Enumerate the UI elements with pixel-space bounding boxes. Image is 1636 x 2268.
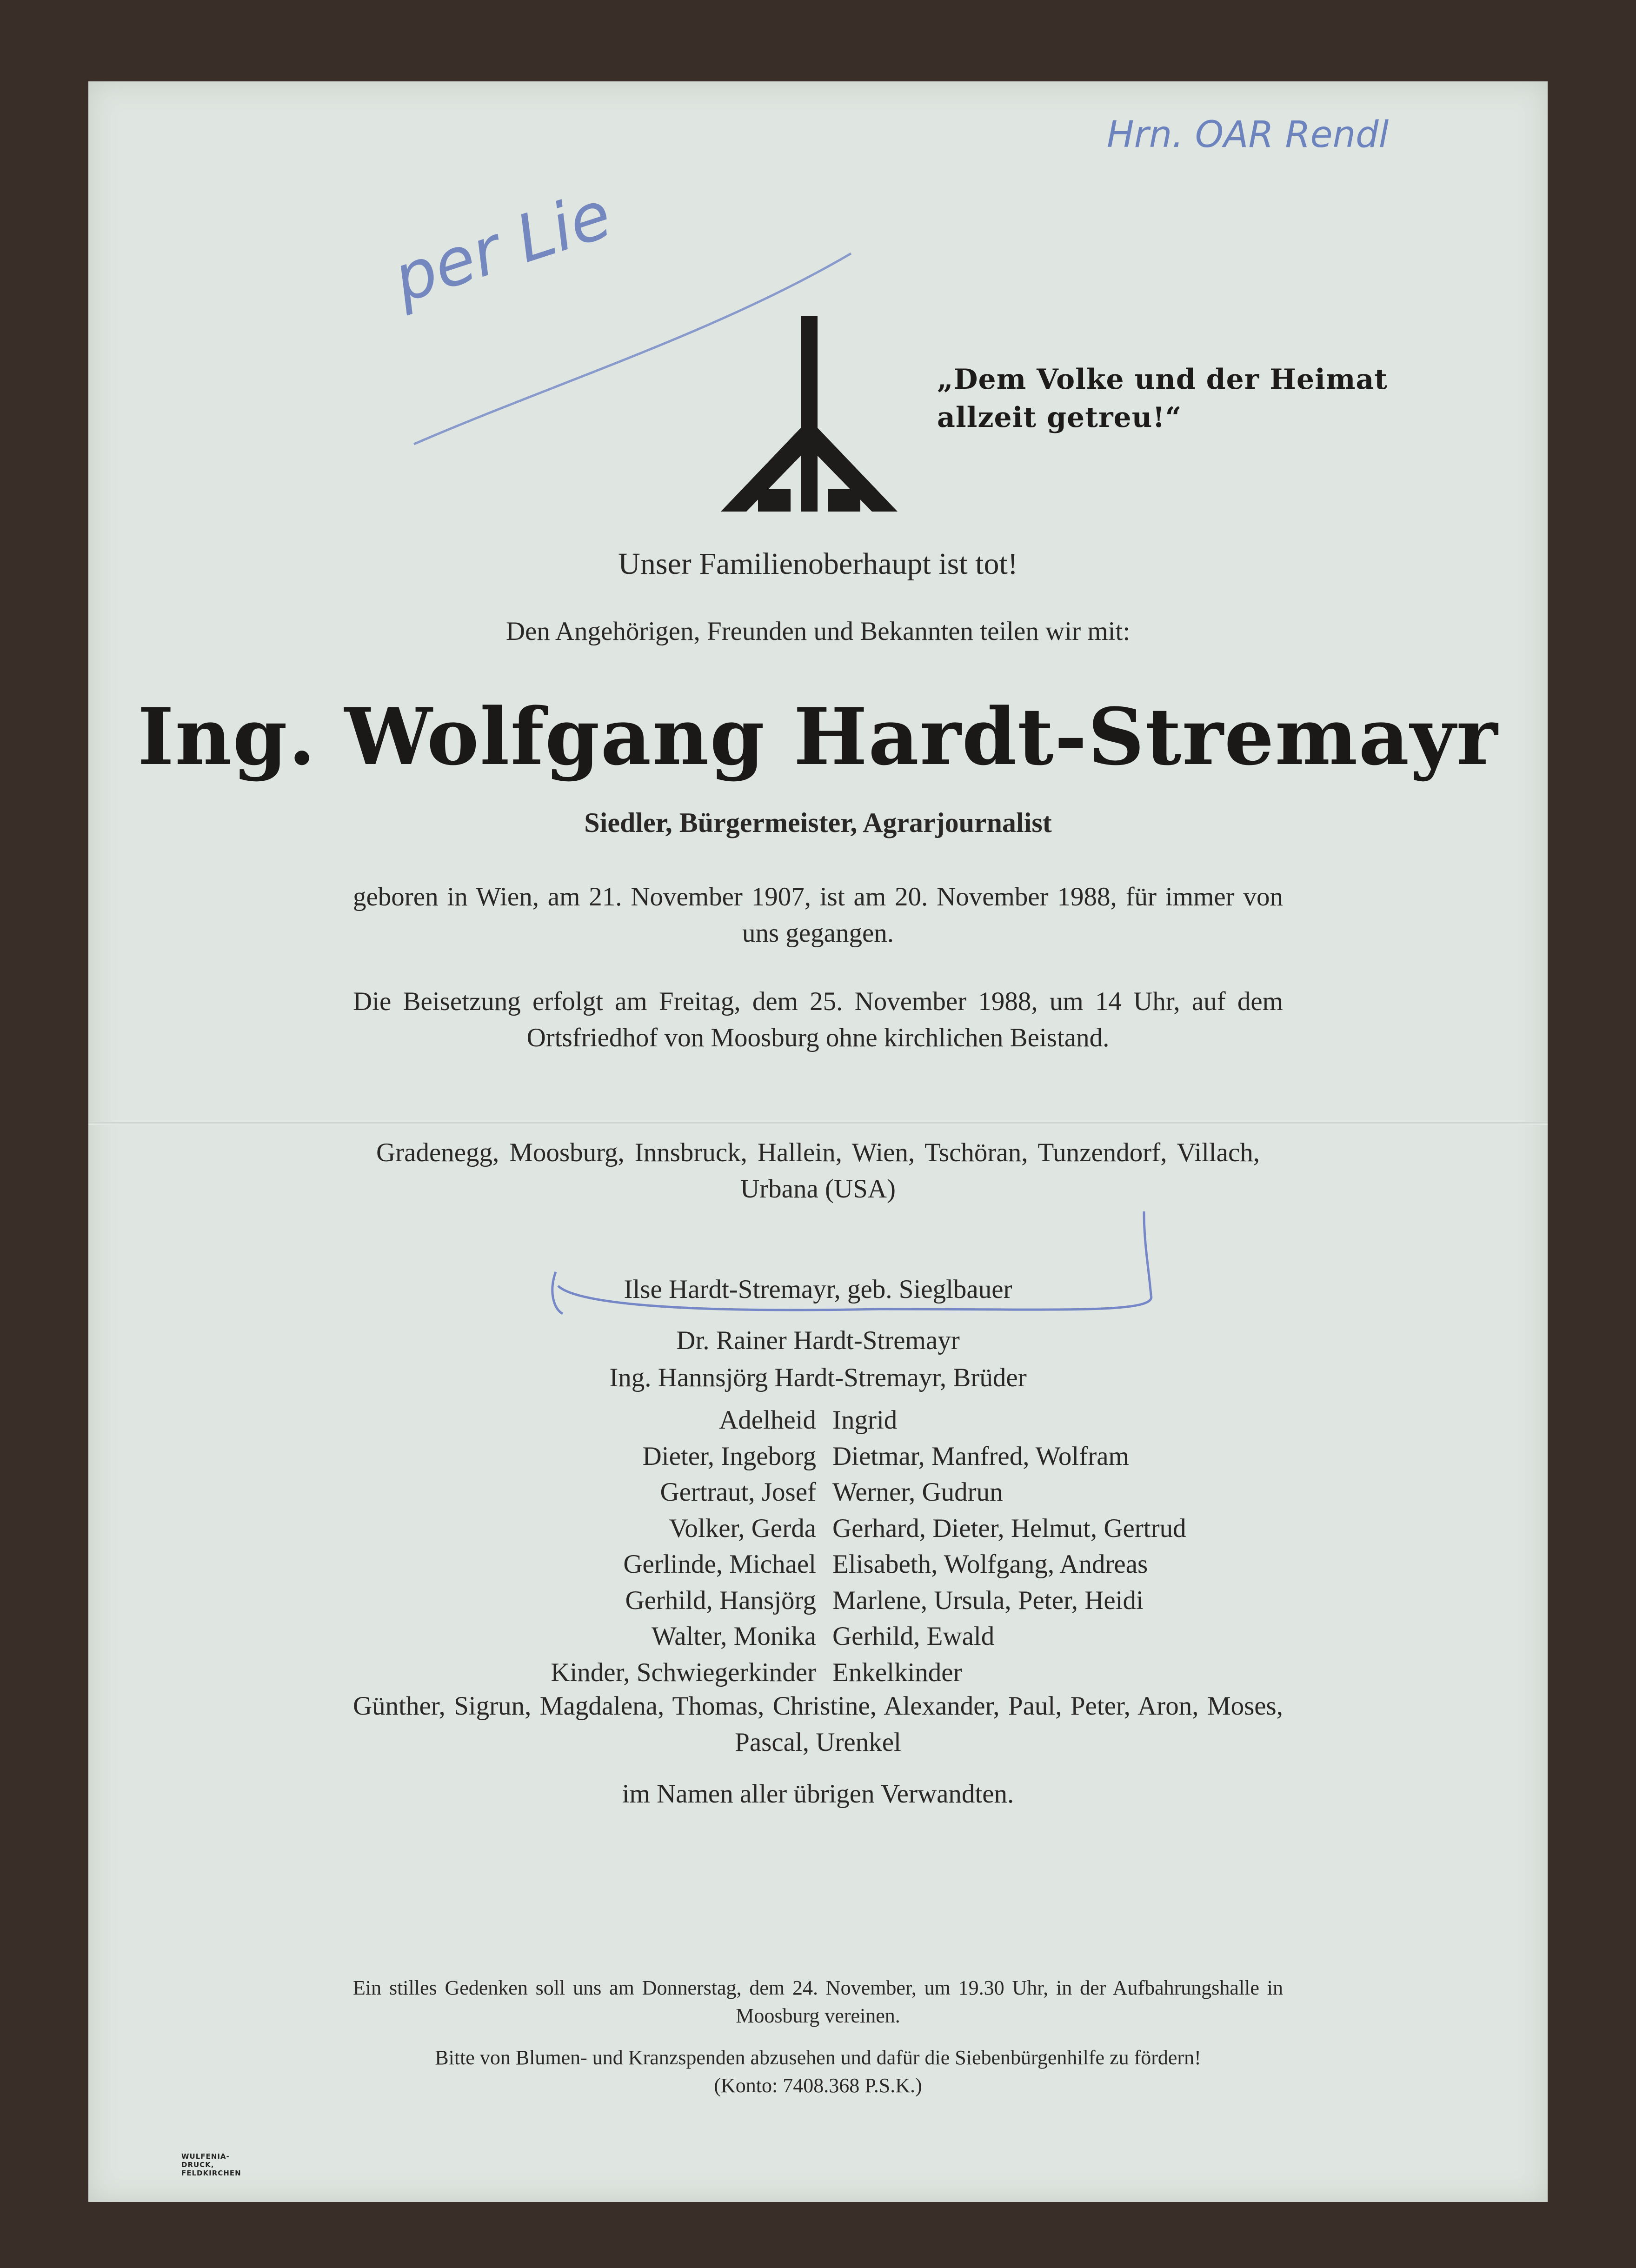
- heading: Unser Familienoberhaupt ist tot!: [618, 547, 1018, 581]
- relative-left-entry: Walter, Monika: [651, 1622, 816, 1651]
- intro-text: Den Angehörigen, Freunden und Bekannten teilen wir mit:: [505, 617, 1131, 646]
- relative-left-entry: Dieter, Ingeborg: [642, 1441, 816, 1471]
- relatives-right-column: [832, 1402, 1186, 1690]
- deceased-name: Ing. Wolfgang Hardt-Stremayr: [137, 691, 1499, 783]
- widow-name: Ilse Hardt-Stremayr, geb. Sieglbauer: [624, 1275, 1012, 1304]
- printer-imprint: WULFENIA-DRUCK, FELDKIRCHEN: [181, 2152, 241, 2177]
- paper-fold: [88, 1122, 1548, 1125]
- funeral-text: Die Beisetzung erfolgt am Freitag, dem 25. November 1988, um 14 Uhr, auf dem Ortsfriedhof von Moosburg ohne kirchlichen Beistand.: [353, 987, 1283, 1052]
- flower-request-text: Bitte von Blumen- und Kranzspenden abzusehen und dafür die Siebenbürgenhilfe zu fördern!: [435, 2046, 1201, 2069]
- relative-right-entry: Gerhard, Dieter, Helmut, Gertrud: [832, 1513, 1186, 1543]
- motto-line-2: allzeit getreu!“: [937, 401, 1182, 434]
- relative-left-entry: Gerhild, Hansjörg: [625, 1585, 816, 1615]
- relative-left-entry: Volker, Gerda: [669, 1513, 816, 1543]
- relative-right-entry: Dietmar, Manfred, Wolfram: [832, 1441, 1129, 1471]
- relative-right-entry: Elisabeth, Wolfgang, Andreas: [832, 1550, 1148, 1579]
- rune-symbol-icon: [721, 316, 898, 512]
- handwritten-note: per Lie: [384, 176, 620, 318]
- closing-text: im Namen aller übrigen Verwandten.: [622, 1779, 1014, 1809]
- memorial-text: Ein stilles Gedenken soll uns am Donnerstag, dem 24. November, um 19.30 Uhr, in der Aufbahrungshalle in Moosburg vereinen.: [353, 1976, 1283, 2027]
- deceased-titles: Siedler, Bürgermeister, Agrarjournalist: [584, 807, 1052, 838]
- brother-1: Dr. Rainer Hardt-Stremayr: [676, 1326, 960, 1355]
- account-text: (Konto: 7408.368 P.S.K.): [714, 2074, 922, 2097]
- places-text: Gradenegg, Moosburg, Innsbruck, Hallein, Wien, Tschöran, Tunzendorf, Villach, Urbana (USA): [376, 1138, 1260, 1204]
- relative-left-entry: Gerlinde, Michael: [623, 1550, 816, 1579]
- great-grandchildren-text: Günther, Sigrun, Magdalena, Thomas, Christine, Alexander, Paul, Peter, Aron, Moses, Pascal, Urenkel: [353, 1691, 1283, 1757]
- relative-left-entry: Kinder, Schwiegerkinder: [551, 1657, 816, 1687]
- relative-right-entry: Enkelkinder: [832, 1657, 962, 1687]
- motto: [937, 360, 1402, 437]
- relative-right-entry: Gerhild, Ewald: [832, 1622, 995, 1651]
- motto-line-1: „Dem Volke und der Heimat: [937, 363, 1388, 396]
- brother-2: Ing. Hannsjörg Hardt-Stremayr, Brüder: [609, 1363, 1027, 1392]
- relative-right-entry: Werner, Gudrun: [832, 1477, 1003, 1507]
- relative-left-entry: Adelheid: [719, 1405, 816, 1435]
- birth-death-text: geboren in Wien, am 21. November 1907, ist am 20. November 1988, für immer von uns gegangen.: [353, 882, 1283, 948]
- relative-left-entry: Gertraut, Josef: [660, 1477, 816, 1507]
- relative-right-entry: Marlene, Ursula, Peter, Heidi: [832, 1585, 1144, 1615]
- relatives-left-column: [551, 1402, 816, 1690]
- relative-right-entry: Ingrid: [832, 1405, 898, 1435]
- obituary-sheet: [88, 81, 1548, 2202]
- handwritten-addressee: Hrn. OAR Rendl: [1107, 114, 1389, 156]
